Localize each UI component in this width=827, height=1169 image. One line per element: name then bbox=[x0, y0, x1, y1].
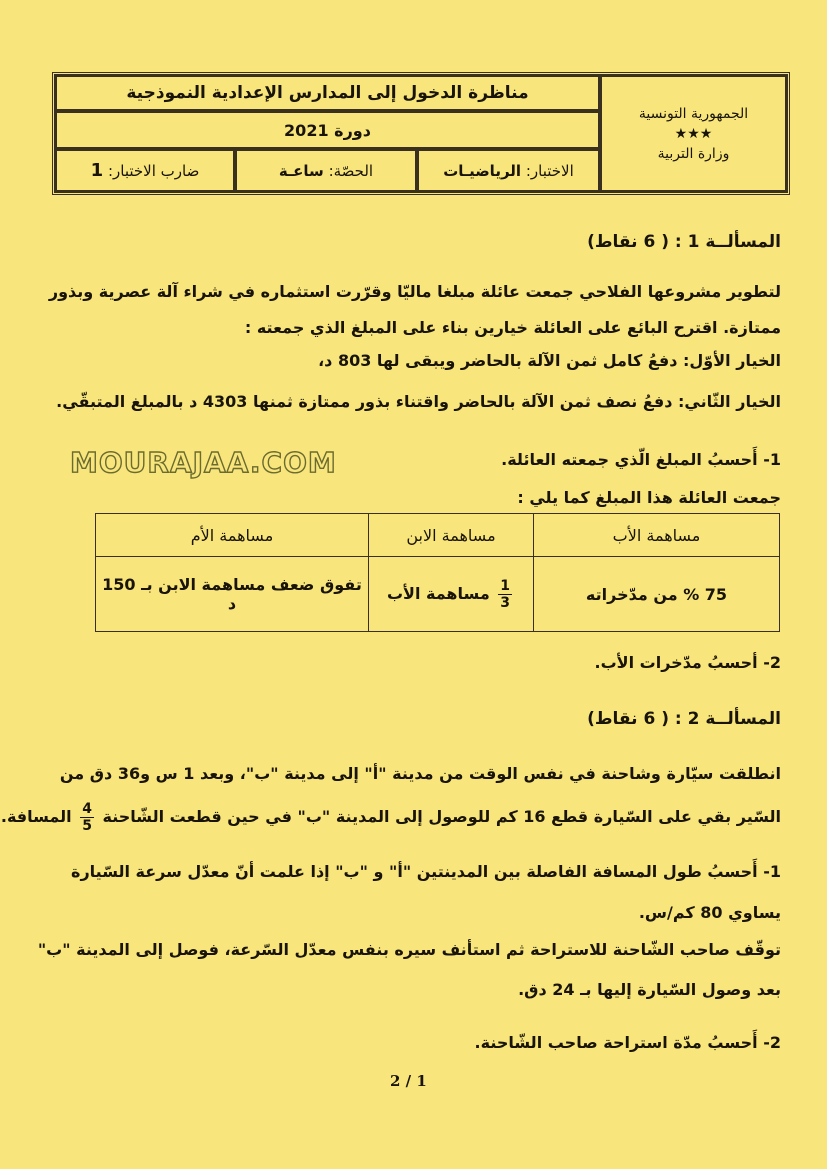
line-text: المسافة. bbox=[0, 807, 72, 826]
fraction-numerator: 4 bbox=[82, 801, 92, 817]
session-cell bbox=[55, 111, 600, 149]
exam-title bbox=[55, 75, 600, 111]
problem1-question-1: 1- أَحسبُ المبلغ الّذي جمعته العائلة. bbox=[501, 450, 781, 469]
subject-cell bbox=[417, 149, 600, 192]
table-header-row bbox=[96, 514, 780, 557]
fraction-denominator: 5 bbox=[82, 818, 92, 834]
fraction-numerator: 1 bbox=[500, 577, 511, 594]
table-intro: جمعت العائلة هذا المبلغ كما يلي : bbox=[517, 488, 781, 507]
coefficient-label: ضارب الاختبار: bbox=[107, 161, 200, 180]
problem2-question-1-cont: يساوي 80 كم/س. bbox=[638, 903, 781, 922]
problem1-line: لتطوير مشروعها الفلاحي جمعت عائلة مبلغا ماليّا وقرّرت استثماره في شراء آلة عصرية وبذور bbox=[48, 282, 781, 301]
problem2-title: المسألــة 2 bbox=[687, 709, 781, 729]
coefficient-cell bbox=[55, 149, 235, 192]
problem2-line bbox=[1, 802, 781, 833]
son-text: مساهمة الأب bbox=[386, 583, 490, 603]
fraction-denominator: 3 bbox=[500, 594, 511, 611]
fraction bbox=[498, 579, 512, 610]
problem2-line: بعد وصول السّيارة إليها بـ 24 دق. bbox=[518, 980, 781, 999]
contributions-table bbox=[95, 513, 780, 632]
problem1-line: ممتازة. اقترح البائع على العائلة خيارين بناء على المبلغ الذي جمعته : bbox=[244, 318, 781, 337]
session-text: دورة 2021 bbox=[284, 120, 371, 140]
problem2-line: توقّف صاحب الشّاحنة للاستراحة ثم استأنف سيره بنفس معدّل السّرعة، فوصل إلى المدينة "ب" bbox=[37, 940, 781, 959]
cell-father: 75 % من مدّخراته bbox=[534, 557, 780, 632]
problem1-heading bbox=[587, 232, 781, 252]
problem2-heading bbox=[587, 709, 781, 729]
ministry-name: وزارة التربية bbox=[657, 145, 730, 162]
problem1-points: : ( 6 نقاط) bbox=[587, 232, 682, 252]
duration-label: الحصّة: bbox=[328, 161, 374, 180]
line-text: السّير بقي على السّيارة قطع 16 كم للوصول إلى المدينة "ب" في حين قطعت الشّاحنة bbox=[102, 807, 781, 826]
problem2-points: : ( 6 نقاط) bbox=[587, 709, 682, 729]
problem1-title: المسألــة 1 bbox=[687, 232, 781, 252]
subject-value: الرياضيـات bbox=[443, 161, 522, 180]
header-father: مساهمة الأب bbox=[534, 514, 780, 557]
problem1-line: الخيار الأوّل: دفعُ كامل ثمن الآلة بالحاضر ويبقى لها 803 د، bbox=[318, 351, 781, 370]
cell-son bbox=[369, 557, 534, 632]
problem2-question-2: 2- أَحسبُ مدّة استراحة صاحب الشّاحنة. bbox=[474, 1033, 781, 1052]
problem2-question-1: 1- أَحسبُ طول المسافة الفاصلة بين المدينتين "أ" و "ب" إذا علمت أنّ معدّل سرعة السّيارة bbox=[71, 862, 781, 881]
page-number: 2 / 1 bbox=[390, 1072, 427, 1090]
subject-label: الاختبار: bbox=[525, 161, 574, 180]
fraction bbox=[80, 802, 94, 833]
header-son: مساهمة الابن bbox=[369, 514, 534, 557]
cell-mother: تفوق ضعف مساهمة الابن بـ 150 د bbox=[96, 557, 369, 632]
header-mother: مساهمة الأم bbox=[96, 514, 369, 557]
problem2-line: انطلقت سيّارة وشاحنة في نفس الوقت من مدينة "أ" إلى مدينة "ب"، وبعد 1 س و36 دق من bbox=[59, 764, 781, 783]
stars-icon: ★★★ bbox=[674, 125, 713, 142]
country-name: الجمهورية التونسية bbox=[638, 105, 749, 122]
exam-header bbox=[52, 72, 790, 195]
coefficient-value: 1 bbox=[90, 160, 104, 181]
duration-cell bbox=[235, 149, 417, 192]
problem1-line: الخيار الثّاني: دفعُ نصف ثمن الآلة بالحاضر واقتناء بذور ممتازة ثمنها 4303 د بالمبلغ المتبقّي. bbox=[56, 392, 781, 411]
table-row bbox=[96, 557, 780, 632]
ministry-cell bbox=[600, 75, 787, 192]
exam-title-text: مناظرة الدخول إلى المدارس الإعدادية النموذجية bbox=[126, 83, 529, 103]
problem1-question-2: 2- أحسبُ مدّخرات الأب. bbox=[594, 653, 781, 672]
watermark: MOURAJAA.COM bbox=[70, 446, 337, 479]
duration-value: ساعـة bbox=[278, 161, 324, 180]
